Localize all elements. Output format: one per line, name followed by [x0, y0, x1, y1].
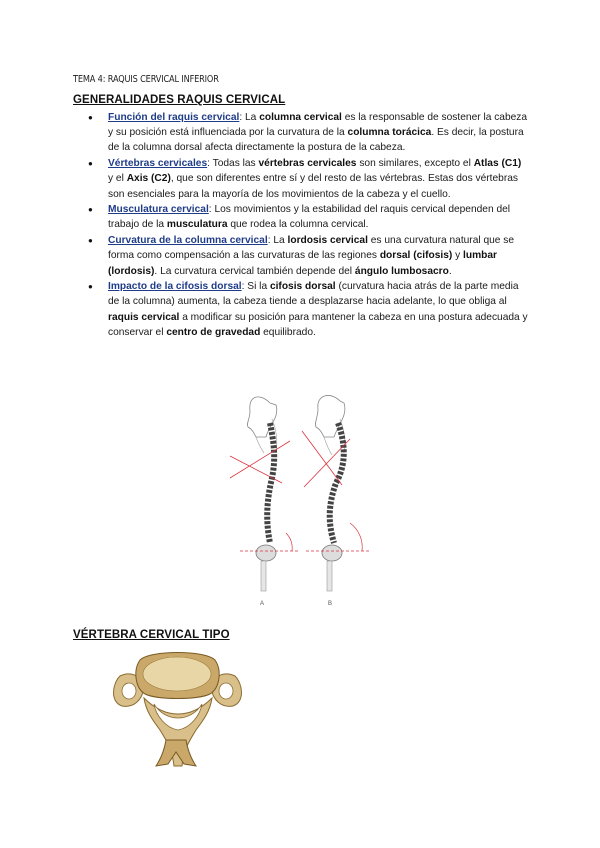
label-a: A — [260, 601, 265, 607]
bold-term: centro de gravedad — [166, 326, 261, 338]
bold-term: ángulo lumbosacro — [354, 265, 449, 277]
bullet-text: y el — [108, 173, 127, 185]
bold-term: raquis cervical — [108, 311, 180, 323]
bold-term: Axis (C2) — [126, 173, 171, 185]
bullet-item — [73, 202, 528, 232]
bullet-text: : Si la — [241, 281, 270, 293]
bullet-item — [73, 156, 528, 202]
bold-term: dorsal (cifosis) — [379, 250, 453, 262]
bullet-text: es la responsable de sostener la cabeza y su posición está influenciada por la curvatura de la — [108, 112, 528, 139]
bullet-text: : Todas las — [207, 158, 259, 170]
cervical-vertebra-figure — [110, 648, 245, 770]
bullet-text: . — [448, 265, 452, 277]
bold-term: lordosis cervical — [287, 235, 368, 247]
bullet-item — [73, 233, 528, 279]
vertebral-body-top — [143, 657, 211, 691]
vertebra — [114, 653, 242, 767]
bullet-item — [73, 110, 528, 156]
bold-term: lumbar (lordosis) — [108, 250, 498, 277]
bullet-text: a modificar su posición para mantener la cabeza en una postura adecuada y conservar el — [108, 311, 528, 338]
bold-term: musculatura — [166, 219, 228, 231]
figure-b — [302, 395, 370, 607]
pelvis-b — [322, 545, 342, 561]
foramen-left — [122, 683, 136, 699]
bullet-text: equilibrado. — [260, 326, 316, 338]
section-heading-generalidades: GENERALIDADES RAQUIS CERVICAL — [73, 94, 286, 106]
bullet-text: : La — [239, 112, 260, 123]
bullet-link[interactable]: Musculatura cervical — [108, 204, 209, 216]
foramen-right — [219, 683, 233, 699]
bullet-text: es una curvatura natural que se forma como compensación a las curvaturas de las regiones — [108, 235, 515, 262]
bold-term: Atlas (C1) — [473, 158, 522, 170]
bullet-link[interactable]: Función del raquis cervical — [108, 112, 240, 123]
label-b: B — [328, 601, 333, 607]
section-heading-vertebra: VÉRTEBRA CERVICAL TIPO — [73, 629, 230, 641]
bullet-text: : La — [267, 235, 288, 247]
red-line-b1 — [302, 431, 342, 485]
bold-term: vértebras cervicales — [258, 158, 357, 170]
leg-a — [261, 561, 266, 591]
spine-a — [267, 423, 274, 543]
spine-b — [330, 423, 344, 543]
pelvis-a — [256, 545, 276, 561]
bullet-text: son similares, excepto el — [356, 158, 474, 170]
angle-arc-b — [350, 523, 362, 551]
document-title: TEMA 4: RAQUIS CERVICAL INFERIOR — [73, 74, 219, 85]
bullet-text: . La curvatura cervical también depende del — [154, 265, 355, 277]
head-outline-a — [247, 397, 276, 437]
bullet-link[interactable]: Vértebras cervicales — [108, 158, 208, 170]
bullet-text: , que son diferentes entre sí y del resto de las vértebras. Estas dos vértebras son esenciales para la mayoría de los movimientos de la cabeza y el cuello. — [108, 173, 518, 200]
angle-arc-a — [286, 533, 292, 551]
figure-a — [230, 397, 300, 607]
bold-term: cifosis dorsal — [269, 281, 336, 293]
bullet-text: : Los movimientos y la estabilidad del raquis cervical dependen del trabajo de la — [108, 204, 511, 231]
leg-b — [327, 561, 332, 591]
bullet-item — [73, 279, 528, 340]
bold-term: columna torácica — [347, 127, 432, 139]
bullet-text: que rodea la columna cervical. — [227, 219, 369, 231]
head-outline-b — [315, 395, 344, 437]
bold-term: columna cervical — [259, 112, 342, 123]
bullet-list — [73, 110, 528, 341]
bullet-text: y — [452, 250, 464, 262]
bullet-text: . Es decir, la postura de la columna dorsal afecta directamente la postura de la cabeza. — [108, 127, 524, 154]
bullet-link[interactable]: Impacto de la cifosis dorsal — [108, 281, 242, 293]
bullet-link[interactable]: Curvatura de la columna cervical — [108, 235, 268, 247]
posture-figure — [210, 383, 385, 615]
bullet-text: (curvatura hacia atrás de la parte media de la columna) aumenta, la cabeza tiende a desplazarse hacia adelante, lo que obliga al — [108, 281, 519, 308]
